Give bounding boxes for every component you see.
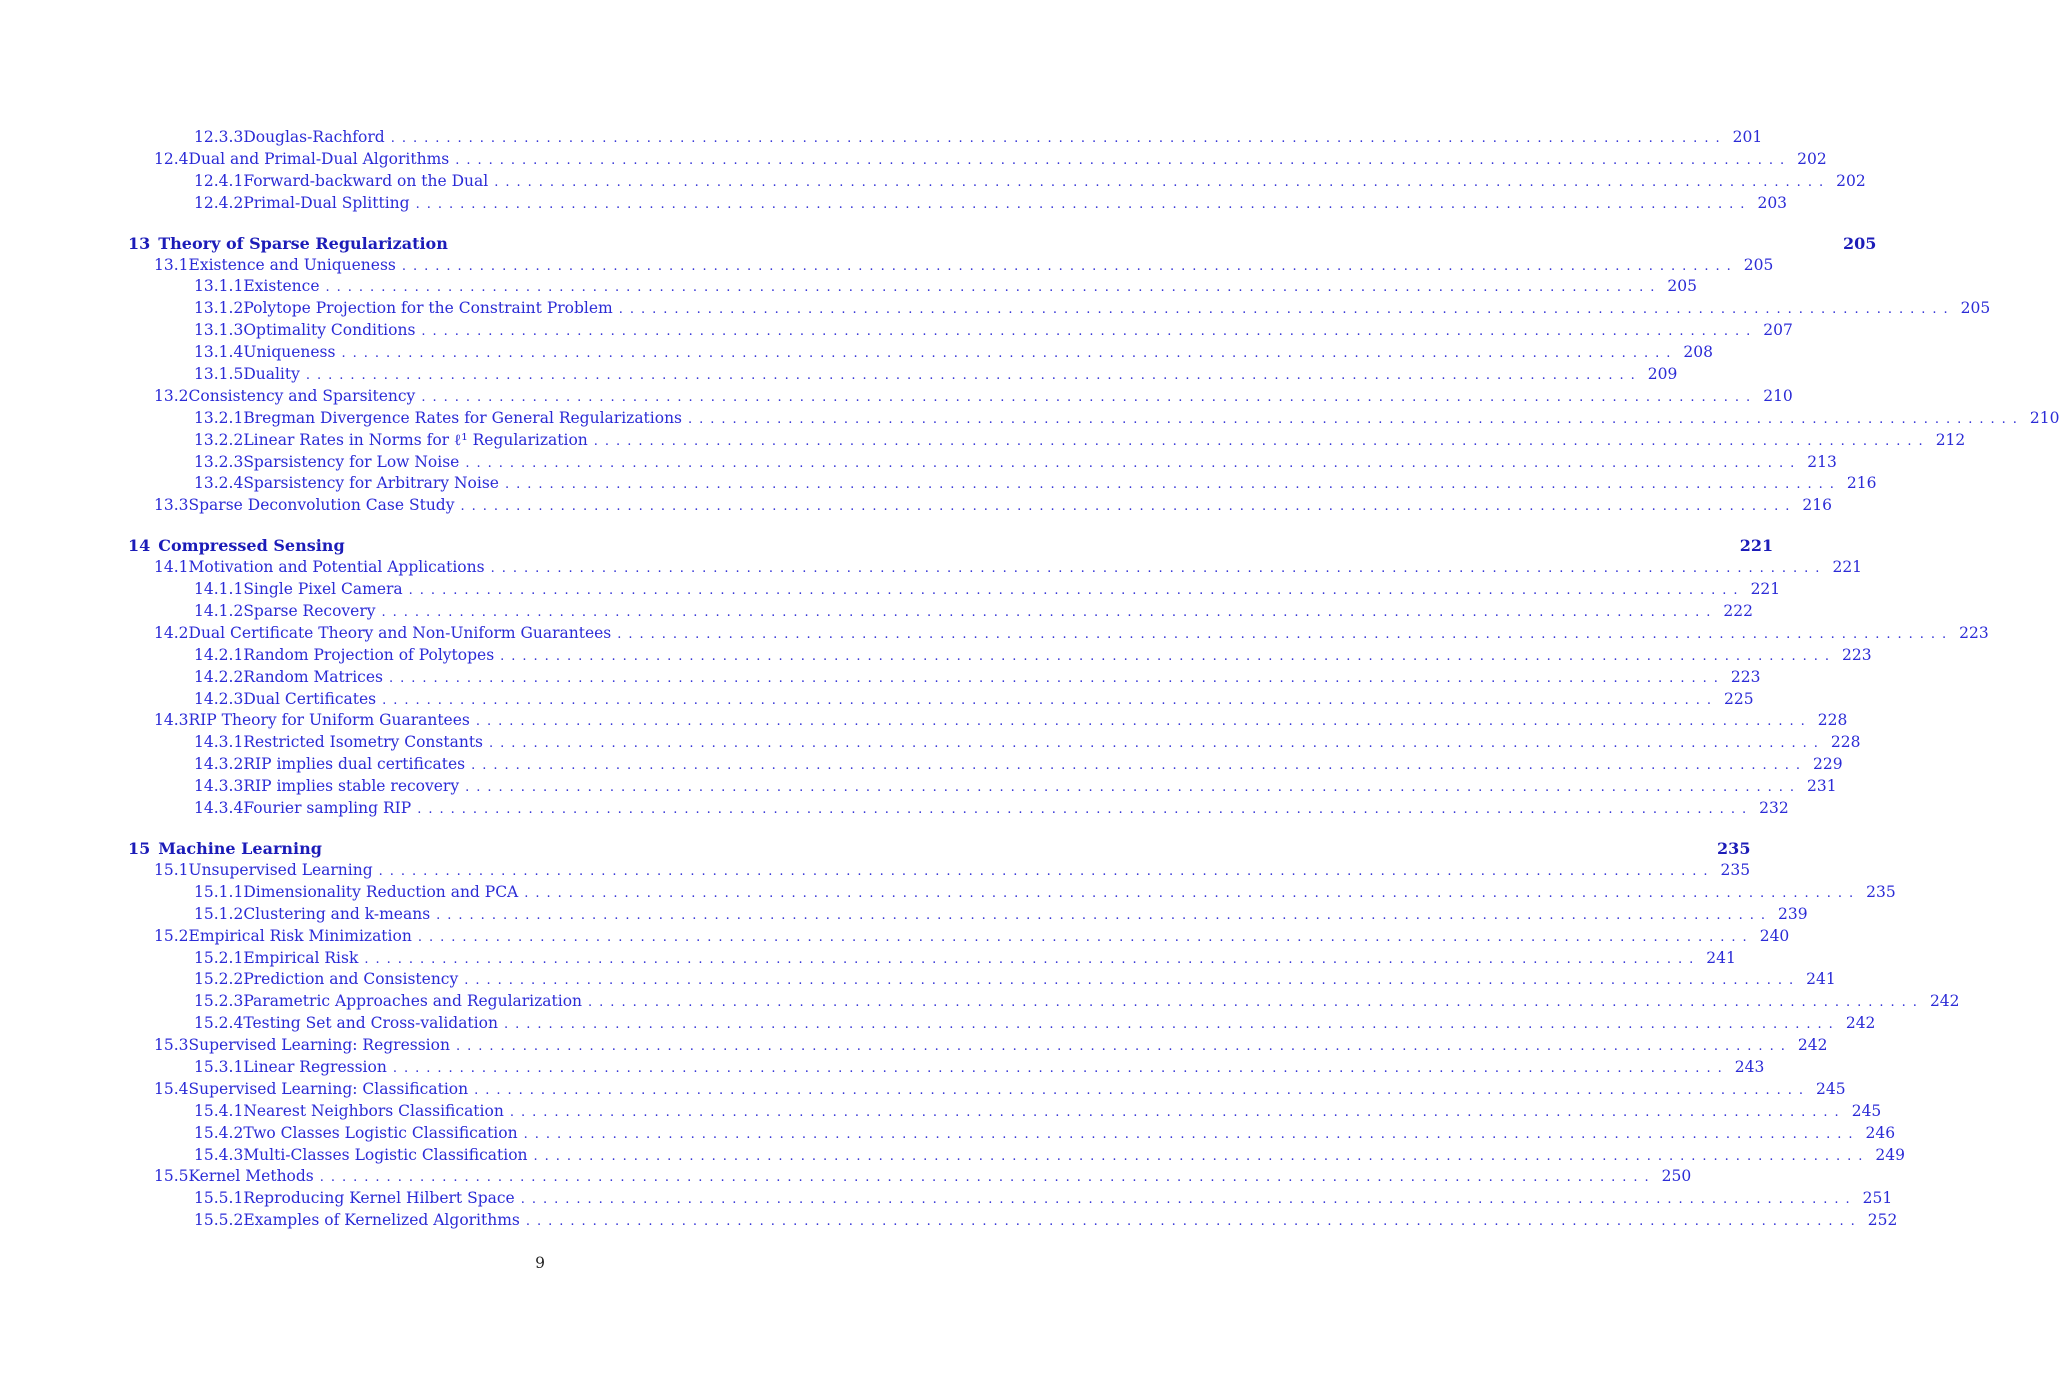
- toc-entry-number: 13.2.2: [194, 430, 244, 449]
- toc-entry-title[interactable]: Supervised Learning: Regression: [188, 1036, 450, 1055]
- dot-leader: ........................................................................................................................: [588, 995, 1924, 1011]
- toc-entry-title[interactable]: Theory of Sparse Regularization: [158, 233, 448, 253]
- toc-entry-number: 12.4: [154, 149, 189, 168]
- toc-entry-title[interactable]: Reproducing Kernel Hilbert Space: [243, 1189, 515, 1208]
- toc-entry-page[interactable]: 203: [1757, 193, 1788, 212]
- toc-entry-title[interactable]: Uniqueness: [243, 343, 336, 362]
- toc-chapter-entry[interactable]: [128, 535, 1774, 557]
- dot-leader: ........................................................................................................................: [465, 455, 1802, 471]
- toc-entry-title[interactable]: Supervised Learning: Classification: [188, 1079, 469, 1098]
- page-number: 9: [535, 1254, 545, 1272]
- dot-leader: ........................................................................................................................: [533, 1148, 1870, 1164]
- toc-entry-number: 13.2.3: [194, 452, 244, 471]
- toc-entry-title[interactable]: Examples of Kernelized Algorithms: [243, 1211, 520, 1230]
- toc-subsection-entry[interactable]: [128, 798, 1789, 820]
- toc-subsection-entry[interactable]: [128, 1057, 1765, 1079]
- toc-entry-number: 15.2.2: [194, 970, 244, 989]
- dot-leader: ........................................................................................................................: [455, 1039, 1792, 1055]
- toc-entry-page[interactable]: 241: [1706, 948, 1736, 967]
- toc-entry-number: 14: [128, 536, 151, 556]
- toc-entry-page[interactable]: 202: [1836, 171, 1866, 190]
- toc-entry-page[interactable]: 202: [1797, 149, 1827, 168]
- toc-subsection-entry[interactable]: [128, 193, 1788, 215]
- toc-subsection-entry[interactable]: [128, 776, 1837, 798]
- dot-leader: ........................................................................................................................: [401, 258, 1738, 274]
- toc-entry-page[interactable]: 216: [1846, 474, 1877, 493]
- toc-subsection-entry[interactable]: [128, 904, 1808, 926]
- dot-leader: ........................................................................................................................: [509, 1104, 1846, 1120]
- dot-leader: ........................................................................................................................: [500, 648, 1837, 664]
- toc-entry-page[interactable]: 207: [1763, 321, 1793, 340]
- toc-entry-number: 14.1: [154, 558, 189, 577]
- dot-leader: ........................................................................................................................: [494, 174, 1831, 190]
- toc-entry-title[interactable]: Clustering and k-means: [243, 904, 431, 923]
- dot-leader: ........................................................................................................................: [417, 802, 1754, 818]
- toc-subsection-entry[interactable]: [128, 667, 1761, 689]
- dot-leader: ........................................................................................................................: [408, 583, 1745, 599]
- dot-leader: ........................................................................................................................: [415, 196, 1752, 212]
- toc-section-entry[interactable]: [128, 557, 1863, 579]
- toc-entry-page[interactable]: 229: [1813, 755, 1843, 774]
- dot-leader: ........................................................................................................................: [593, 433, 1930, 449]
- toc-entry-page[interactable]: 232: [1759, 799, 1789, 818]
- toc-subsection-entry[interactable]: [128, 1210, 1898, 1232]
- toc-subsection-entry[interactable]: [128, 732, 1861, 754]
- toc-subsection-entry[interactable]: [128, 969, 1836, 991]
- toc-subsection-entry[interactable]: [128, 948, 1736, 970]
- toc-entry-number: 15.4: [154, 1079, 189, 1098]
- toc-entry-page[interactable]: 205: [1743, 255, 1774, 274]
- toc-entry-page[interactable]: 221: [1739, 536, 1774, 556]
- toc-entry-title[interactable]: Restricted Isometry Constants: [243, 733, 484, 752]
- toc-entry-page[interactable]: 246: [1865, 1123, 1896, 1142]
- toc-entry-page[interactable]: 228: [1830, 733, 1861, 752]
- toc-entry-title[interactable]: Machine Learning: [158, 838, 322, 858]
- toc-entry-title[interactable]: Fourier sampling RIP: [243, 799, 412, 818]
- toc-entry-number: 15.1: [154, 860, 189, 879]
- toc-entry-title[interactable]: Compressed Sensing: [158, 536, 345, 556]
- toc-entry-number: 14.2.1: [194, 645, 244, 664]
- toc-entry-number: 15.2.1: [194, 948, 244, 967]
- toc-entry-number: 15.5.1: [194, 1189, 244, 1208]
- toc-entry-title[interactable]: Motivation and Potential Applications: [188, 558, 485, 577]
- toc-subsection-entry[interactable]: [128, 320, 1793, 342]
- toc-entry-title[interactable]: Prediction and Consistency: [243, 970, 459, 989]
- toc-entry-number: 13.3: [154, 496, 189, 515]
- toc-entry-title[interactable]: Dual Certificate Theory and Non-Uniform Guarantees: [188, 623, 612, 642]
- toc-entry-page[interactable]: 249: [1875, 1145, 1905, 1164]
- toc-entry-number: 13.1.1: [194, 277, 244, 296]
- toc-entry-number: 13.1.5: [194, 365, 244, 384]
- toc-section-entry[interactable]: [128, 710, 1848, 732]
- toc-entry-page[interactable]: 221: [1750, 580, 1781, 599]
- dot-leader: ........................................................................................................................: [378, 863, 1715, 879]
- toc-entry-page[interactable]: 242: [1797, 1036, 1828, 1055]
- dot-leader: ........................................................................................................................: [465, 780, 1801, 796]
- dot-leader: ........................................................................................................................: [520, 1192, 1857, 1208]
- dot-leader: ........................................................................................................................: [525, 1214, 1862, 1230]
- toc-subsection-entry[interactable]: [128, 991, 1960, 1013]
- toc-entry-title[interactable]: Random Projection of Polytopes: [243, 645, 495, 664]
- toc-entry-number: 15.5.2: [194, 1211, 244, 1230]
- toc-entry-title[interactable]: Single Pixel Camera: [243, 580, 403, 599]
- toc-entry-number: 12.3.3: [194, 128, 244, 146]
- dot-leader: ........................................................................................................................: [390, 131, 1727, 146]
- toc-subsection-entry[interactable]: [128, 1145, 1905, 1167]
- toc-entry-page[interactable]: 223: [1842, 645, 1872, 664]
- toc-entry-number: 13.2.1: [194, 408, 244, 427]
- toc-entry-number: 15.4.3: [194, 1145, 244, 1164]
- toc-section-entry[interactable]: [128, 386, 1793, 408]
- toc-entry-title[interactable]: Polytope Projection for the Constraint Problem: [243, 299, 613, 318]
- toc-entry-title[interactable]: Sparsistency for Low Noise: [243, 452, 460, 471]
- toc-subsection-entry[interactable]: [128, 171, 1866, 193]
- toc-entry-page[interactable]: 225: [1723, 689, 1754, 708]
- dot-leader: ........................................................................................................................: [490, 561, 1827, 577]
- dot-leader: ........................................................................................................................: [381, 605, 1718, 621]
- toc-entry-title[interactable]: Linear Regression: [243, 1057, 387, 1076]
- toc-entry-title[interactable]: Linear Rates in Norms for ℓ¹ Regularization: [243, 430, 588, 449]
- toc-subsection-entry[interactable]: [128, 1101, 1882, 1123]
- dot-leader: ........................................................................................................................: [388, 670, 1725, 686]
- toc-subsection-entry[interactable]: [128, 645, 1872, 667]
- toc-section-entry[interactable]: [128, 623, 1989, 645]
- toc-entry-title[interactable]: Multi-Classes Logistic Classification: [243, 1145, 528, 1164]
- toc-entry-title[interactable]: Douglas-Rachford: [243, 128, 385, 146]
- dot-leader: ........................................................................................................................: [617, 626, 1954, 642]
- toc-entry-number: 15.4.1: [194, 1101, 244, 1120]
- toc-entry-title[interactable]: Bregman Divergence Rates for General Regularizations: [243, 408, 683, 427]
- toc-entry-title[interactable]: Optimality Conditions: [243, 321, 416, 340]
- toc-entry-page[interactable]: 241: [1806, 970, 1836, 989]
- toc-entry-page[interactable]: 242: [1929, 992, 1960, 1011]
- toc-subsection-entry[interactable]: [128, 452, 1837, 474]
- toc-entry-number: 12.4.2: [194, 193, 244, 212]
- toc-entry-number: 14.3.2: [194, 755, 244, 774]
- toc-entry-title[interactable]: Empirical Risk Minimization: [188, 926, 412, 945]
- toc-entry-page[interactable]: 216: [1802, 496, 1832, 515]
- dot-leader: ........................................................................................................................: [460, 499, 1797, 515]
- toc-entry-title[interactable]: RIP implies dual certificates: [243, 755, 466, 774]
- toc-entry-page[interactable]: 212: [1935, 430, 1966, 449]
- toc-section-entry[interactable]: [128, 926, 1790, 948]
- toc-entry-page[interactable]: 242: [1845, 1014, 1876, 1033]
- toc-entry-title[interactable]: RIP Theory for Uniform Guarantees: [188, 711, 470, 730]
- toc-entry-page[interactable]: 209: [1647, 365, 1678, 384]
- toc-entry-page[interactable]: 252: [1867, 1211, 1898, 1230]
- toc-entry-page[interactable]: 245: [1851, 1101, 1882, 1120]
- toc-entry-title[interactable]: Nearest Neighbors Classification: [243, 1101, 504, 1120]
- toc-entry-title[interactable]: Primal-Dual Splitting: [243, 193, 410, 212]
- toc-subsection-entry[interactable]: [128, 364, 1678, 386]
- toc-entry-number: 14.1.2: [194, 602, 244, 621]
- toc-entry-number: 13.1: [154, 255, 189, 274]
- toc-entry-title[interactable]: Consistency and Sparsitency: [188, 386, 416, 405]
- toc-entry-title[interactable]: Existence: [243, 277, 320, 296]
- toc-entry-page[interactable]: 235: [1717, 838, 1751, 858]
- toc-subsection-entry[interactable]: [128, 1188, 1893, 1210]
- toc-entry-number: 14.1.1: [194, 580, 244, 599]
- toc-entry-page[interactable]: 235: [1866, 882, 1896, 901]
- dot-leader: ........................................................................................................................: [319, 1170, 1656, 1186]
- toc-entry-number: 15: [128, 838, 151, 858]
- toc-subsection-entry[interactable]: [128, 276, 1698, 298]
- toc-entry-page[interactable]: 208: [1683, 343, 1713, 362]
- toc-section-entry[interactable]: [128, 495, 1832, 517]
- toc-entry-number: 15.2: [154, 926, 189, 945]
- dot-leader: ........................................................................................................................: [364, 951, 1701, 967]
- toc-entry-page[interactable]: 205: [1842, 233, 1877, 253]
- toc-entry-number: 13.1.3: [194, 321, 244, 340]
- dot-leader: ........................................................................................................................: [341, 346, 1678, 362]
- toc-entry-number: 14.3.3: [194, 777, 244, 796]
- toc-subsection-entry[interactable]: [128, 473, 1877, 495]
- dot-leader: ........................................................................................................................: [524, 885, 1861, 901]
- toc-entry-page[interactable]: 205: [1960, 299, 1991, 318]
- toc-entry-number: 14.2.2: [194, 667, 244, 686]
- toc-subsection-entry[interactable]: [128, 601, 1753, 623]
- toc-entry-number: 14.3.4: [194, 799, 244, 818]
- dot-leader: ........................................................................................................................: [503, 1017, 1840, 1033]
- dot-leader: ........................................................................................................................: [504, 477, 1841, 493]
- toc-subsection-entry[interactable]: [128, 1123, 1896, 1145]
- toc-subsection-entry[interactable]: [128, 127, 1763, 149]
- toc-entry-page[interactable]: 228: [1817, 711, 1848, 730]
- dot-leader: ........................................................................................................................: [471, 758, 1807, 774]
- dot-leader: ........................................................................................................................: [325, 280, 1662, 296]
- toc-entry-number: 14.3.1: [194, 733, 244, 752]
- table-of-contents: [128, 127, 2060, 1232]
- toc-entry-title[interactable]: Random Matrices: [243, 667, 383, 686]
- toc-entry-page[interactable]: 240: [1759, 926, 1790, 945]
- toc-entry-number: 13: [128, 233, 151, 253]
- toc-entry-title[interactable]: Unsupervised Learning: [188, 860, 373, 879]
- toc-entry-page[interactable]: 223: [1959, 623, 1989, 642]
- toc-entry-page[interactable]: 210: [2029, 408, 2060, 427]
- toc-chapter-entry[interactable]: [128, 838, 1751, 860]
- toc-entry-number: 15.2.4: [194, 1014, 244, 1033]
- toc-entry-title[interactable]: RIP implies stable recovery: [243, 777, 460, 796]
- toc-section-entry[interactable]: [128, 149, 1827, 171]
- toc-entry-title[interactable]: Dual and Primal-Dual Algorithms: [188, 149, 450, 168]
- toc-entry-title[interactable]: Sparse Deconvolution Case Study: [188, 496, 455, 515]
- toc-entry-title[interactable]: Testing Set and Cross-validation: [243, 1014, 498, 1033]
- dot-leader: ........................................................................................................................: [464, 973, 1801, 989]
- dot-leader: ........................................................................................................................: [436, 907, 1773, 923]
- toc-entry-page[interactable]: 250: [1661, 1167, 1692, 1186]
- toc-subsection-entry[interactable]: [128, 408, 2060, 430]
- toc-entry-title[interactable]: Empirical Risk: [243, 948, 359, 967]
- toc-section-entry[interactable]: [128, 1035, 1828, 1057]
- dot-leader: ........................................................................................................................: [455, 152, 1792, 168]
- dot-leader: ........................................................................................................................: [489, 736, 1825, 752]
- toc-subsection-entry[interactable]: [128, 579, 1781, 601]
- toc-entry-title[interactable]: Parametric Approaches and Regularization: [243, 992, 583, 1011]
- toc-entry-page[interactable]: 223: [1730, 667, 1761, 686]
- toc-subsection-entry[interactable]: [128, 689, 1754, 711]
- toc-entry-title[interactable]: Dimensionality Reduction and PCA: [243, 882, 519, 901]
- toc-entry-page[interactable]: 201: [1732, 128, 1763, 146]
- toc-section-entry[interactable]: [128, 255, 1774, 277]
- toc-entry-title[interactable]: Existence and Uniqueness: [188, 255, 396, 274]
- toc-section-entry[interactable]: [128, 1166, 1692, 1188]
- toc-entry-number: 15.2.3: [194, 992, 244, 1011]
- toc-entry-page[interactable]: 222: [1723, 602, 1753, 621]
- toc-entry-number: 14.3: [154, 711, 189, 730]
- toc-entry-page[interactable]: 231: [1807, 777, 1837, 796]
- dot-leader: ........................................................................................................................: [421, 324, 1758, 340]
- toc-subsection-entry[interactable]: [128, 882, 1896, 904]
- dot-leader: ........................................................................................................................: [305, 368, 1642, 384]
- toc-entry-page[interactable]: 239: [1778, 904, 1808, 923]
- toc-entry-number: 13.2: [154, 386, 189, 405]
- dot-leader: ........................................................................................................................: [417, 929, 1754, 945]
- toc-chapter-entry[interactable]: [128, 233, 1877, 255]
- toc-subsection-entry[interactable]: [128, 298, 1991, 320]
- toc-entry-number: 15.4.2: [194, 1123, 244, 1142]
- dot-leader: ........................................................................................................................: [474, 1082, 1810, 1098]
- toc-entry-page[interactable]: 210: [1763, 386, 1793, 405]
- toc-entry-title[interactable]: Duality: [243, 365, 300, 384]
- toc-section-entry[interactable]: [128, 1079, 1846, 1101]
- toc-entry-title[interactable]: Forward-backward on the Dual: [243, 171, 489, 190]
- dot-leader: ........................................................................................................................: [523, 1126, 1860, 1142]
- dot-leader: ........................................................................................................................: [618, 302, 1955, 318]
- toc-entry-number: 14.2: [154, 623, 189, 642]
- toc-entry-number: 15.1.1: [194, 882, 244, 901]
- dot-leader: ........................................................................................................................: [688, 411, 2024, 427]
- toc-subsection-entry[interactable]: [128, 430, 1966, 452]
- toc-subsection-entry[interactable]: [128, 1013, 1876, 1035]
- toc-entry-title[interactable]: Sparsistency for Arbitrary Noise: [243, 474, 499, 493]
- dot-leader: ........................................................................................................................: [392, 1060, 1729, 1076]
- toc-entry-page[interactable]: 245: [1816, 1079, 1846, 1098]
- toc-entry-title[interactable]: Sparse Recovery: [243, 602, 376, 621]
- dot-leader: ........................................................................................................................: [421, 389, 1758, 405]
- toc-entry-title[interactable]: Kernel Methods: [188, 1167, 314, 1186]
- dot-leader: ........................................................................................................................: [475, 714, 1812, 730]
- toc-entry-page[interactable]: 251: [1862, 1189, 1893, 1208]
- toc-entry-number: 15.1.2: [194, 904, 244, 923]
- toc-entry-number: 13.1.2: [194, 299, 244, 318]
- toc-entry-number: 15.5: [154, 1167, 189, 1186]
- toc-entry-page[interactable]: 213: [1807, 452, 1837, 471]
- toc-entry-number: 13.2.4: [194, 474, 244, 493]
- toc-entry-page[interactable]: 235: [1720, 860, 1751, 879]
- toc-entry-number: 15.3: [154, 1036, 189, 1055]
- toc-subsection-entry[interactable]: [128, 754, 1843, 776]
- toc-subsection-entry[interactable]: [128, 342, 1713, 364]
- toc-entry-number: 14.2.3: [194, 689, 244, 708]
- toc-entry-number: 13.1.4: [194, 343, 244, 362]
- toc-entry-page[interactable]: 205: [1667, 277, 1698, 296]
- toc-entry-title[interactable]: Dual Certificates: [243, 689, 377, 708]
- toc-section-entry[interactable]: [128, 860, 1751, 882]
- toc-entry-number: 15.3.1: [194, 1057, 244, 1076]
- toc-entry-page[interactable]: 221: [1832, 558, 1863, 577]
- toc-entry-title[interactable]: Two Classes Logistic Classification: [243, 1123, 518, 1142]
- toc-entry-number: 12.4.1: [194, 171, 244, 190]
- dot-leader: ........................................................................................................................: [382, 692, 1718, 708]
- toc-entry-page[interactable]: 243: [1734, 1057, 1765, 1076]
